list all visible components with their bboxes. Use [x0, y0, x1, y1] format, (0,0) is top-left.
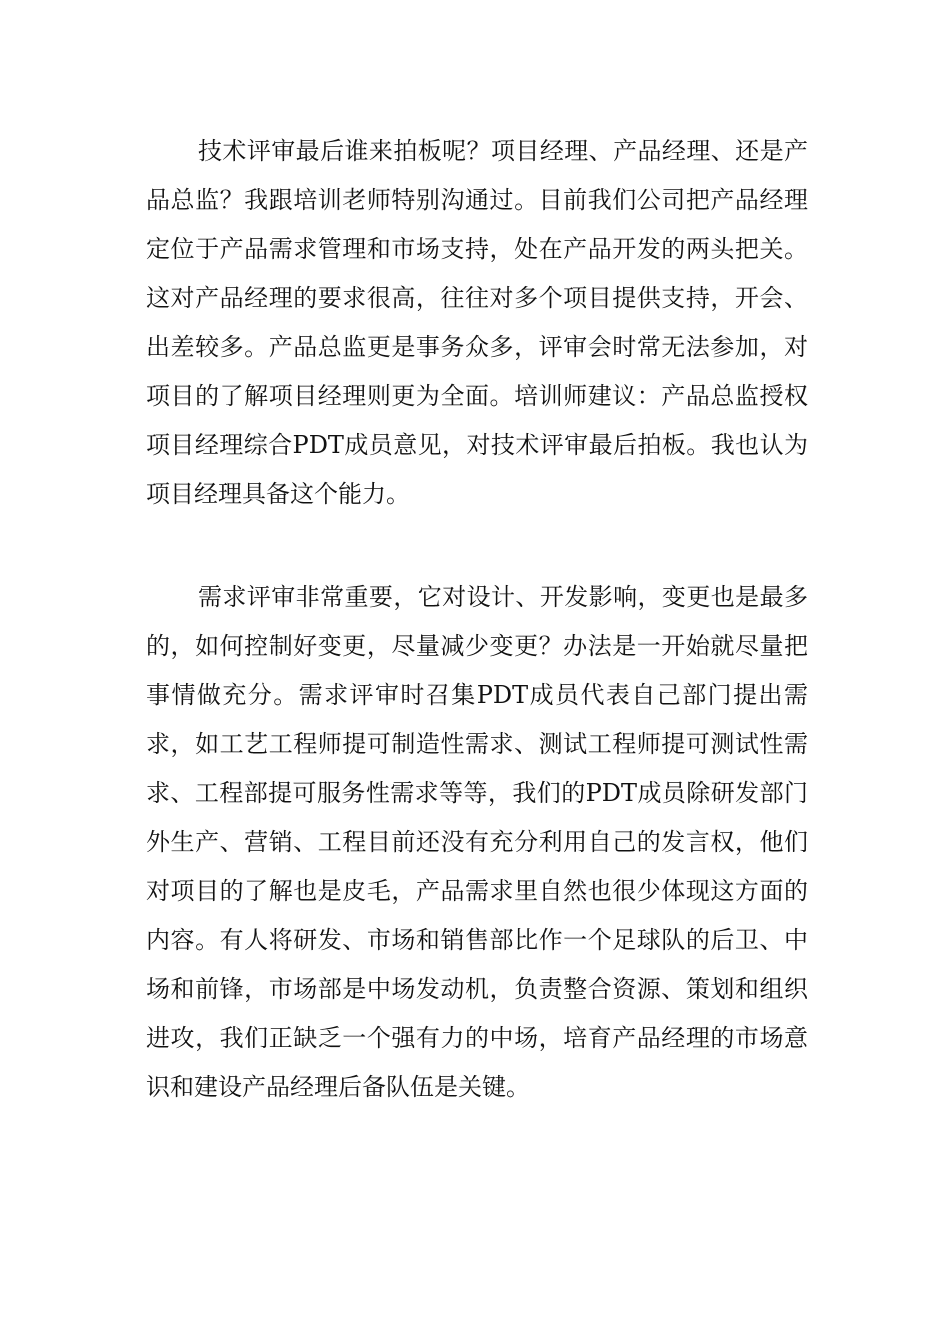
- paragraph-technical-review: 技术评审最后谁来拍板呢？项目经理、产品经理、还是产品总监？我跟培训老师特别沟通过。目前我们公司把产品经理定位于产品需求管理和市场支持，处在产品开发的两头把关。这对产品经理的要求很高，往往对多个项目提供支持，开会、出差较多。产品总监更是事务众多，评审会时常无法参加，对项目的了解项目经理则更为全面。培训师建议：产品总监授权项目经理综合PDT成员意见，对技术评审最后拍板。我也认为项目经理具备这个能力。: [146, 137, 808, 508]
- paragraph-requirements-review: 需求评审非常重要，它对设计、开发影响，变更也是最多的，如何控制好变更，尽量减少变更？办法是一开始就尽量把事情做充分。需求评审时召集PDT成员代表自己部门提出需求，如工艺工程师提可制造性需求、测试工程师提可测试性需求、工程部提可服务性需求等等，我们的PDT成员除研发部门外生产、营销、工程目前还没有充分利用自己的发言权，他们对项目的了解也是皮毛，产品需求里自然也很少体现这方面的内容。有人将研发、市场和销售部比作一个足球队的后卫、中场和前锋，市场部是中场发动机，负责整合资源、策划和组织进攻，我们正缺乏一个强有力的中场，培育产品经理的市场意识和建设产品经理后备队伍是关键。: [146, 583, 808, 1101]
